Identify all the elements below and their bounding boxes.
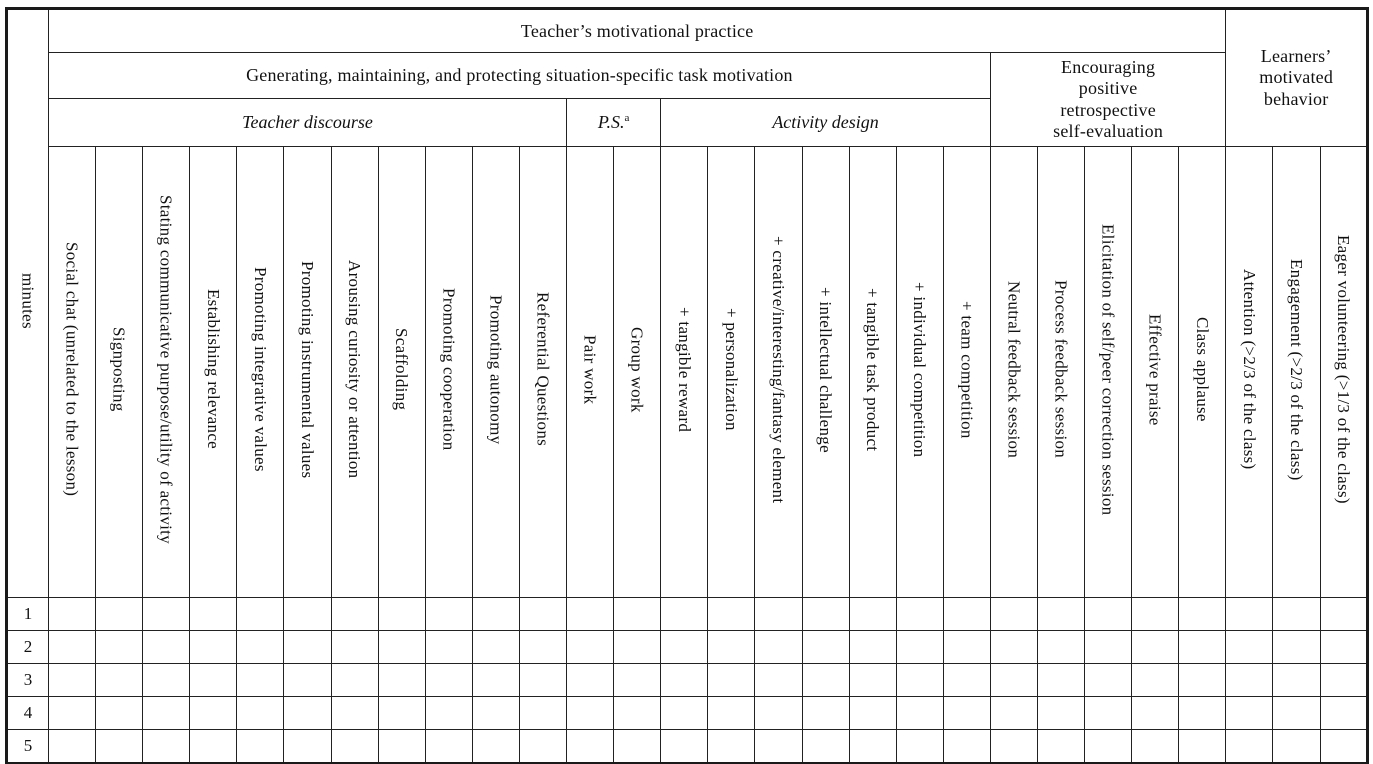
obs-cell (802, 730, 849, 764)
obs-cell (425, 631, 472, 664)
obs-cell (1320, 664, 1367, 697)
ps-label: P.S. (597, 112, 625, 132)
obs-cell (1179, 631, 1226, 664)
obs-cell (519, 697, 566, 730)
obs-cell (755, 730, 802, 764)
obs-cell (472, 631, 519, 664)
col-referential-questions: Referential Questions (519, 147, 566, 598)
obs-cell (567, 631, 614, 664)
obs-cell (1085, 598, 1132, 631)
obs-cell (708, 631, 755, 664)
col-personalization: + personalization (708, 147, 755, 598)
teacher-discourse-label: Teacher discourse (242, 112, 373, 132)
obs-cell (990, 598, 1037, 631)
minute-row (7, 664, 1368, 697)
obs-cell (708, 598, 755, 631)
obs-cell (190, 730, 237, 764)
obs-cell (96, 697, 143, 730)
obs-cell (284, 730, 331, 764)
obs-cell (425, 598, 472, 631)
obs-cell (614, 598, 661, 631)
obs-cell (1226, 730, 1273, 764)
obs-cell (49, 730, 96, 764)
obs-cell (896, 730, 943, 764)
col-process-feedback: Process feedback session (1037, 147, 1084, 598)
obs-cell (378, 598, 425, 631)
obs-cell (661, 631, 708, 664)
col-social-chat: Social chat (unrelated to the lesson) (49, 147, 96, 598)
teacher-discourse-group-header (49, 99, 567, 147)
minute-grid-body (7, 598, 1368, 764)
col-tangible-reward: + tangible reward (661, 147, 708, 598)
col-promoting-integrative-values: Promoting integrative values (237, 147, 284, 598)
obs-cell (1320, 598, 1367, 631)
obs-cell (1179, 697, 1226, 730)
obs-cell (519, 664, 566, 697)
obs-cell (49, 664, 96, 697)
obs-cell (472, 730, 519, 764)
obs-cell (1085, 730, 1132, 764)
obs-cell (284, 631, 331, 664)
obs-cell (331, 631, 378, 664)
obs-cell (661, 664, 708, 697)
obs-cell (1320, 631, 1367, 664)
obs-cell (1226, 664, 1273, 697)
obs-cell (943, 631, 990, 664)
obs-cell (990, 631, 1037, 664)
col-neutral-feedback: Neutral feedback session (990, 147, 1037, 598)
col-team-competition: + team competition (943, 147, 990, 598)
obs-cell (143, 664, 190, 697)
obs-cell (755, 598, 802, 631)
obs-cell (990, 730, 1037, 764)
obs-cell (896, 697, 943, 730)
ps-group-header (567, 99, 661, 147)
col-individual-competition: + individual competition (896, 147, 943, 598)
learners-motivated-behavior-label: Learners’ motivated behavior (1259, 46, 1334, 109)
obs-cell (1132, 730, 1179, 764)
obs-cell (331, 730, 378, 764)
encouraging-self-evaluation-label: Encouraging positive retrospective self-evaluation (1053, 57, 1164, 141)
col-creative-element: + creative/interesting/fantasy element (755, 147, 802, 598)
minute-number: 3 (7, 664, 49, 697)
obs-cell (614, 631, 661, 664)
obs-cell (331, 598, 378, 631)
obs-cell (425, 664, 472, 697)
col-engagement: Engagement (>2/3 of the class) (1273, 147, 1320, 598)
obs-cell (849, 631, 896, 664)
obs-cell (331, 697, 378, 730)
col-scaffolding: Scaffolding (378, 147, 425, 598)
obs-cell (472, 598, 519, 631)
obs-cell (237, 664, 284, 697)
obs-cell (378, 697, 425, 730)
obs-cell (96, 664, 143, 697)
obs-cell (237, 697, 284, 730)
obs-cell (1179, 730, 1226, 764)
encouraging-self-evaluation-header (990, 53, 1225, 147)
obs-cell (1085, 631, 1132, 664)
obs-cell (237, 730, 284, 764)
obs-cell (661, 697, 708, 730)
obs-cell (143, 631, 190, 664)
obs-cell (943, 730, 990, 764)
obs-cell (943, 598, 990, 631)
col-intellectual-challenge: + intellectual challenge (802, 147, 849, 598)
obs-cell (49, 631, 96, 664)
obs-cell (1037, 598, 1084, 631)
obs-cell (708, 697, 755, 730)
col-promoting-instrumental-values: Promoting instrumental values (284, 147, 331, 598)
obs-cell (284, 697, 331, 730)
obs-cell (1132, 631, 1179, 664)
obs-cell (990, 697, 1037, 730)
obs-cell (96, 631, 143, 664)
obs-cell (49, 697, 96, 730)
obs-cell (1179, 664, 1226, 697)
minutes-column-header (7, 9, 49, 598)
obs-cell (143, 730, 190, 764)
minute-number: 1 (7, 598, 49, 631)
learners-motivated-behavior-header (1226, 9, 1368, 147)
obs-cell (802, 598, 849, 631)
obs-cell (1273, 598, 1320, 631)
minute-row (7, 598, 1368, 631)
obs-cell (1273, 730, 1320, 764)
obs-cell (614, 730, 661, 764)
col-stating-communicative-purpose: Stating communicative purpose/utility of activity (143, 147, 190, 598)
minute-row (7, 730, 1368, 764)
col-signposting: Signposting (96, 147, 143, 598)
obs-cell (1132, 697, 1179, 730)
col-attention: Attention (>2/3 of the class) (1226, 147, 1273, 598)
activity-design-label: Activity design (772, 112, 879, 132)
obs-cell (49, 598, 96, 631)
obs-cell (284, 598, 331, 631)
ps-footnote-marker: a (624, 112, 630, 124)
minute-number: 2 (7, 631, 49, 664)
obs-cell (96, 730, 143, 764)
obs-cell (237, 598, 284, 631)
header-row-2 (7, 53, 1368, 99)
obs-cell (96, 598, 143, 631)
col-promoting-autonomy: Promoting autonomy (472, 147, 519, 598)
obs-cell (896, 598, 943, 631)
col-tangible-task-product: + tangible task product (849, 147, 896, 598)
obs-cell (943, 664, 990, 697)
obs-cell (802, 664, 849, 697)
obs-cell (519, 631, 566, 664)
col-group-work: Group work (614, 147, 661, 598)
vertical-labels-row (7, 147, 1368, 598)
obs-cell (143, 598, 190, 631)
obs-cell (519, 598, 566, 631)
obs-cell (896, 631, 943, 664)
obs-cell (1273, 664, 1320, 697)
obs-cell (802, 631, 849, 664)
obs-cell (1273, 697, 1320, 730)
obs-cell (519, 730, 566, 764)
obs-cell (708, 664, 755, 697)
obs-cell (849, 598, 896, 631)
obs-cell (1320, 730, 1367, 764)
obs-cell (331, 664, 378, 697)
obs-cell (425, 697, 472, 730)
obs-cell (1132, 664, 1179, 697)
obs-cell (755, 664, 802, 697)
obs-cell (849, 697, 896, 730)
minutes-label: minutes (18, 273, 38, 329)
header-row-1 (7, 9, 1368, 53)
activity-design-group-header (661, 99, 991, 147)
obs-cell (896, 664, 943, 697)
obs-cell (708, 730, 755, 764)
obs-cell (378, 631, 425, 664)
minute-row (7, 631, 1368, 664)
col-arousing-curiosity: Arousing curiosity or attention (331, 147, 378, 598)
obs-cell (190, 598, 237, 631)
obs-cell (1037, 730, 1084, 764)
obs-cell (1037, 631, 1084, 664)
obs-cell (802, 697, 849, 730)
obs-cell (849, 664, 896, 697)
col-elicitation-correction: Elicitation of self/peer correction session (1085, 147, 1132, 598)
obs-cell (143, 697, 190, 730)
obs-cell (567, 730, 614, 764)
obs-cell (1226, 697, 1273, 730)
molt-observation-table (5, 7, 1369, 764)
obs-cell (614, 697, 661, 730)
col-effective-praise: Effective praise (1132, 147, 1179, 598)
obs-cell (755, 631, 802, 664)
col-pair-work: Pair work (567, 147, 614, 598)
obs-cell (849, 730, 896, 764)
teacher-motivational-practice-header: Teacher’s motivational practice (49, 9, 1226, 53)
obs-cell (472, 697, 519, 730)
obs-cell (1132, 598, 1179, 631)
obs-cell (661, 598, 708, 631)
obs-cell (755, 697, 802, 730)
obs-cell (425, 730, 472, 764)
col-establishing-relevance: Establishing relevance (190, 147, 237, 598)
col-promoting-cooperation: Promoting cooperation (425, 147, 472, 598)
obs-cell (661, 730, 708, 764)
obs-cell (990, 664, 1037, 697)
obs-cell (1085, 664, 1132, 697)
obs-cell (567, 598, 614, 631)
obs-cell (190, 664, 237, 697)
obs-cell (378, 664, 425, 697)
col-class-applause: Class applause (1179, 147, 1226, 598)
obs-cell (1179, 598, 1226, 631)
obs-cell (378, 730, 425, 764)
minute-number: 5 (7, 730, 49, 764)
obs-cell (1226, 598, 1273, 631)
obs-cell (284, 664, 331, 697)
generating-maintaining-header: Generating, maintaining, and protecting situation-specific task motivation (49, 53, 991, 99)
obs-cell (1085, 697, 1132, 730)
obs-cell (614, 664, 661, 697)
obs-cell (1037, 664, 1084, 697)
minute-number: 4 (7, 697, 49, 730)
minute-row (7, 697, 1368, 730)
obs-cell (567, 664, 614, 697)
obs-cell (237, 631, 284, 664)
obs-cell (567, 697, 614, 730)
col-eager-volunteering: Eager volunteering (>1/3 of the class) (1320, 147, 1367, 598)
obs-cell (1226, 631, 1273, 664)
obs-cell (190, 631, 237, 664)
obs-cell (943, 697, 990, 730)
obs-cell (1273, 631, 1320, 664)
obs-cell (472, 664, 519, 697)
obs-cell (1320, 697, 1367, 730)
obs-cell (190, 697, 237, 730)
obs-cell (1037, 697, 1084, 730)
